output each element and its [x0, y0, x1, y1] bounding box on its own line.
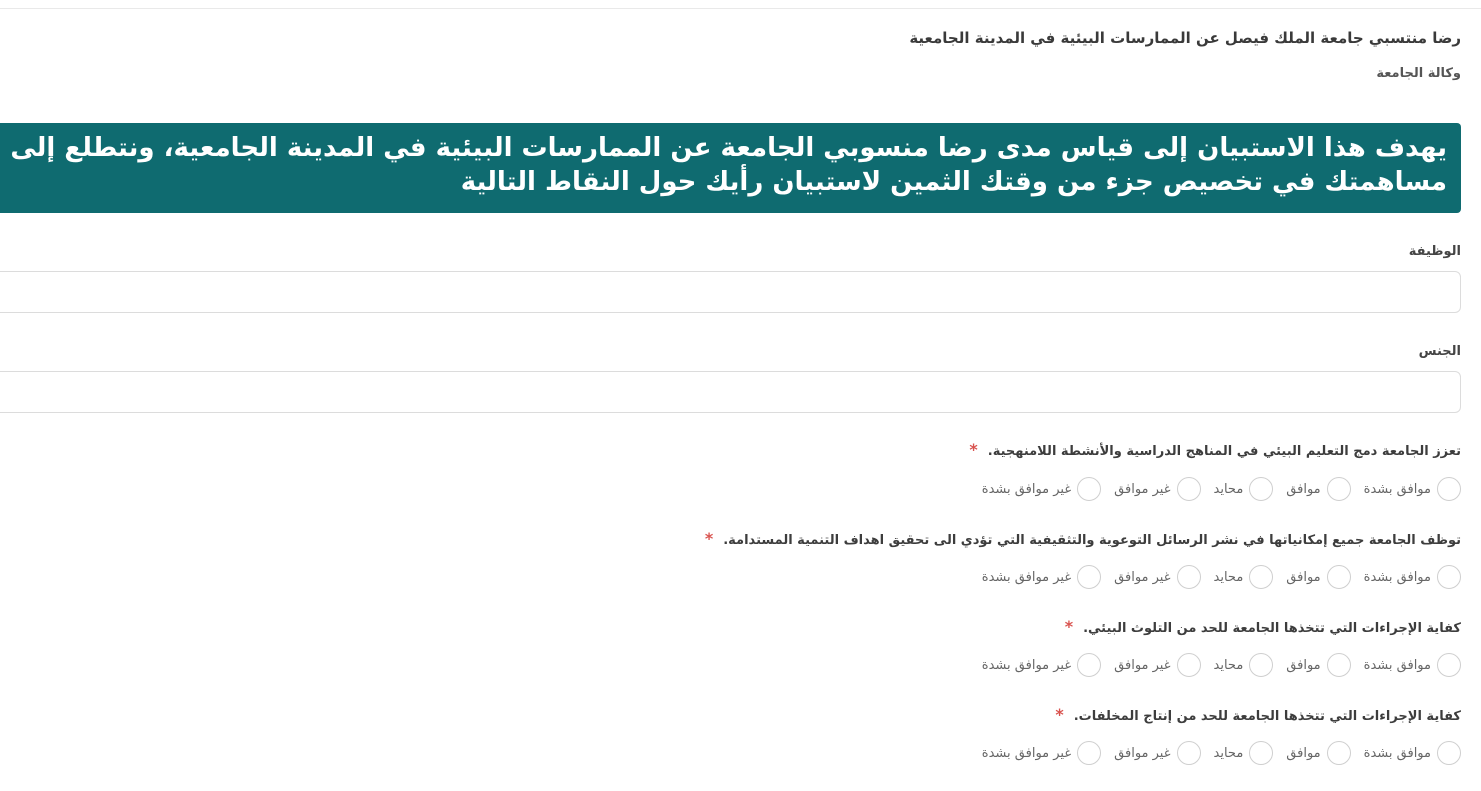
option-strongly-disagree[interactable] — [982, 653, 1101, 677]
option-neutral[interactable] — [1214, 741, 1274, 765]
radio-button[interactable] — [1437, 741, 1461, 765]
option-agree[interactable] — [1286, 741, 1350, 765]
radio-button[interactable] — [1077, 477, 1101, 501]
option-label: محايد — [1213, 657, 1244, 673]
radio-button[interactable] — [1437, 565, 1461, 589]
option-strongly-disagree[interactable] — [982, 565, 1101, 589]
option-label: غير موافق — [1114, 657, 1171, 673]
radio-button[interactable] — [1177, 477, 1201, 501]
radio-button[interactable] — [1077, 565, 1101, 589]
option-label: غير موافق بشدة — [981, 745, 1072, 761]
option-agree[interactable] — [1286, 477, 1350, 501]
option-label: غير موافق — [1114, 569, 1171, 585]
option-label: موافق — [1286, 745, 1321, 761]
question-text: توظف الجامعة جميع إمكانياتها في نشر الرسائل التوعوية والتثقيفية التي تؤدي الى تحقيق اهداف التنمية المستدامة. — [723, 533, 1461, 548]
required-asterisk: * — [969, 440, 978, 459]
required-asterisk: * — [1055, 705, 1064, 724]
intro-banner: يهدف هذا الاستبيان إلى قياس مدى رضا منسوبي الجامعة عن الممارسات البيئية في المدينة الجامعية، ونتطلع إلى مساهمتك في تخصيص جزء من وقتك الثمين لاستبيان رأيك حول النقاط التالية — [0, 123, 1461, 213]
question-1 — [969, 440, 1461, 459]
option-label: محايد — [1213, 481, 1244, 497]
option-disagree[interactable] — [1114, 565, 1200, 589]
option-label: غير موافق — [1114, 481, 1171, 497]
question-text: كفاية الإجراءات التي تتخذها الجامعة للحد من التلوث البيئي. — [1083, 621, 1461, 636]
question-2 — [705, 529, 1461, 548]
radio-button[interactable] — [1177, 565, 1201, 589]
option-label: موافق — [1286, 481, 1321, 497]
option-label: غير موافق بشدة — [981, 481, 1072, 497]
question-4-options — [969, 740, 1461, 766]
option-label: موافق — [1286, 657, 1321, 673]
radio-button[interactable] — [1249, 477, 1273, 501]
option-agree[interactable] — [1286, 653, 1350, 677]
option-agree[interactable] — [1286, 565, 1350, 589]
option-strongly-agree[interactable] — [1364, 653, 1461, 677]
radio-button[interactable] — [1177, 741, 1201, 765]
required-asterisk: * — [704, 529, 714, 548]
option-neutral[interactable] — [1214, 477, 1274, 501]
job-label: الوظيفة — [1408, 244, 1461, 259]
question-4 — [1055, 705, 1461, 724]
radio-button[interactable] — [1327, 565, 1351, 589]
gender-label: الجنس — [1418, 344, 1461, 359]
option-neutral[interactable] — [1214, 565, 1274, 589]
option-label: غير موافق — [1114, 745, 1171, 761]
option-label: غير موافق بشدة — [981, 569, 1072, 585]
option-strongly-agree[interactable] — [1364, 741, 1461, 765]
option-strongly-agree[interactable] — [1364, 565, 1461, 589]
option-label: موافق بشدة — [1363, 569, 1431, 585]
radio-button[interactable] — [1437, 477, 1461, 501]
option-label: موافق بشدة — [1363, 745, 1431, 761]
radio-button[interactable] — [1437, 653, 1461, 677]
option-strongly-agree[interactable] — [1364, 477, 1461, 501]
option-disagree[interactable] — [1114, 741, 1200, 765]
question-1-options — [969, 476, 1461, 502]
option-strongly-disagree[interactable] — [982, 741, 1101, 765]
radio-button[interactable] — [1177, 653, 1201, 677]
option-label: محايد — [1213, 569, 1244, 585]
radio-button[interactable] — [1249, 653, 1273, 677]
question-3 — [1065, 617, 1461, 636]
option-label: غير موافق بشدة — [981, 657, 1072, 673]
radio-button[interactable] — [1327, 653, 1351, 677]
radio-button[interactable] — [1327, 477, 1351, 501]
option-label: موافق بشدة — [1363, 657, 1431, 673]
radio-button[interactable] — [1077, 741, 1101, 765]
option-label: موافق — [1286, 569, 1321, 585]
option-disagree[interactable] — [1114, 653, 1200, 677]
option-strongly-disagree[interactable] — [982, 477, 1101, 501]
department-name: وكالة الجامعة — [1376, 66, 1461, 81]
radio-button[interactable] — [1327, 741, 1351, 765]
header-divider — [0, 8, 1481, 9]
question-3-options — [969, 652, 1461, 678]
question-2-options — [969, 564, 1461, 590]
radio-button[interactable] — [1077, 653, 1101, 677]
radio-button[interactable] — [1249, 741, 1273, 765]
form-title: رضا منتسبي جامعة الملك فيصل عن الممارسات البيئية في المدينة الجامعية — [909, 29, 1461, 47]
radio-button[interactable] — [1249, 565, 1273, 589]
job-input[interactable] — [0, 271, 1461, 313]
option-disagree[interactable] — [1114, 477, 1200, 501]
gender-input[interactable] — [0, 371, 1461, 413]
option-label: محايد — [1213, 745, 1244, 761]
question-text: تعزز الجامعة دمج التعليم البيئي في المناهج الدراسية والأنشطة اللامنهجية. — [987, 444, 1461, 459]
option-neutral[interactable] — [1214, 653, 1274, 677]
option-label: موافق بشدة — [1363, 481, 1431, 497]
question-text: كفاية الإجراءات التي تتخذها الجامعة للحد من إنتاج المخلفات. — [1073, 709, 1461, 724]
required-asterisk: * — [1064, 617, 1074, 636]
